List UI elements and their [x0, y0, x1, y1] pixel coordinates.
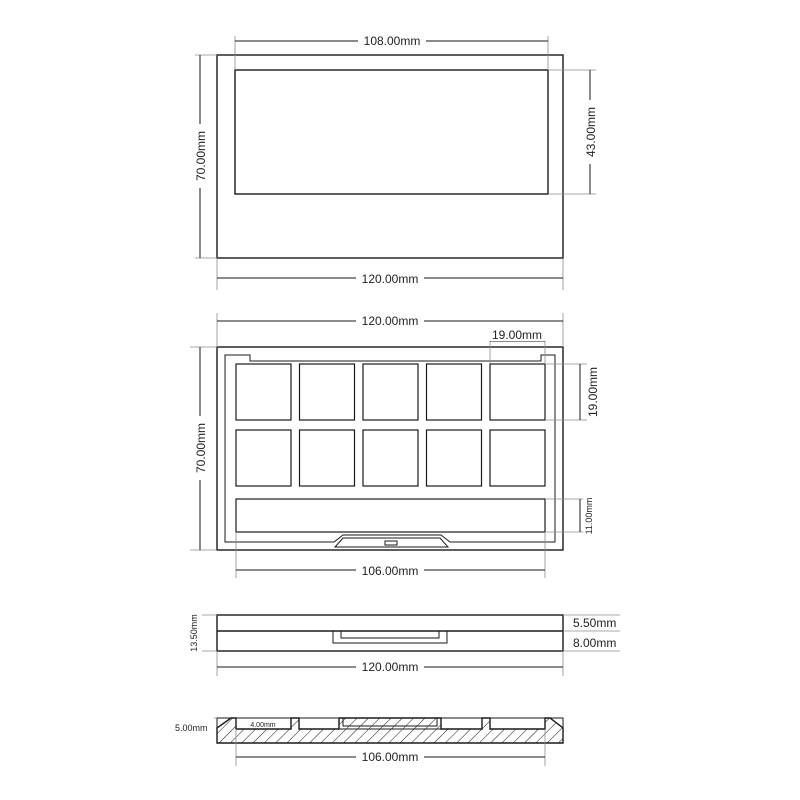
section-well-2 [299, 718, 339, 729]
dim-side-lid-height [563, 615, 620, 631]
pan-height-label: 19.00mm [586, 366, 600, 418]
section-well-depth-label: 4.00mm [250, 722, 276, 729]
pan-well [363, 430, 418, 486]
lid-window-height-label: 43.00mm [584, 106, 598, 158]
dim-side-width [217, 651, 563, 676]
dim-tray-inner-width [236, 532, 545, 578]
side-total-height-label: 13.50mm [189, 614, 199, 652]
dim-bar-height [545, 494, 595, 538]
section-well-4 [490, 718, 545, 729]
dim-side-total-height [189, 613, 217, 653]
lid-window-width-label: 108.00mm [363, 34, 421, 48]
tray-width-label: 120.00mm [361, 314, 419, 328]
side-outline [217, 615, 563, 651]
tray-inner-width-label: 106.00mm [361, 564, 419, 578]
side-base-height-label: 8.00mm [573, 636, 617, 650]
side-view [189, 613, 620, 676]
dim-tray-height [190, 347, 217, 550]
pan-well [363, 364, 418, 420]
dim-pan-height [545, 360, 601, 424]
section-well-3 [441, 718, 482, 729]
tray-clasp-tab [385, 541, 397, 545]
dim-lid-width [217, 258, 563, 290]
lid-height-label: 70.00mm [194, 130, 208, 182]
bar-height-label: 11.00mm [584, 497, 594, 535]
lid-top-view [193, 32, 598, 290]
pan-well [236, 364, 291, 420]
tray-height-label: 70.00mm [194, 422, 208, 474]
dim-lid-height [193, 55, 217, 258]
section-depth-label: 5.00mm [175, 723, 208, 733]
tray-top-view [190, 313, 601, 578]
brush-bar [236, 499, 545, 532]
side-clasp [333, 631, 447, 643]
dim-section-depth [175, 718, 217, 733]
lid-width-label: 120.00mm [361, 272, 419, 286]
tray-clasp [335, 538, 448, 547]
lid-outline [217, 55, 563, 258]
lid-window [235, 70, 548, 194]
pan-well [300, 364, 355, 420]
side-width-label: 120.00mm [361, 660, 419, 674]
side-clasp-inner [341, 631, 439, 638]
dim-lid-window-height [548, 70, 598, 194]
side-lid-height-label: 5.50mm [573, 616, 617, 630]
dim-lid-window-width [235, 32, 548, 70]
pan-well [300, 430, 355, 486]
pan-well [490, 430, 545, 486]
section-view [175, 718, 563, 766]
pan-grid [236, 364, 545, 486]
dim-pan-width [489, 328, 547, 364]
pan-well [490, 364, 545, 420]
pan-width-label: 19.00mm [491, 328, 543, 342]
pan-well [236, 430, 291, 486]
pan-well [427, 364, 482, 420]
section-width-label: 106.00mm [361, 750, 419, 764]
pan-well [427, 430, 482, 486]
dim-side-base-height [563, 636, 620, 651]
